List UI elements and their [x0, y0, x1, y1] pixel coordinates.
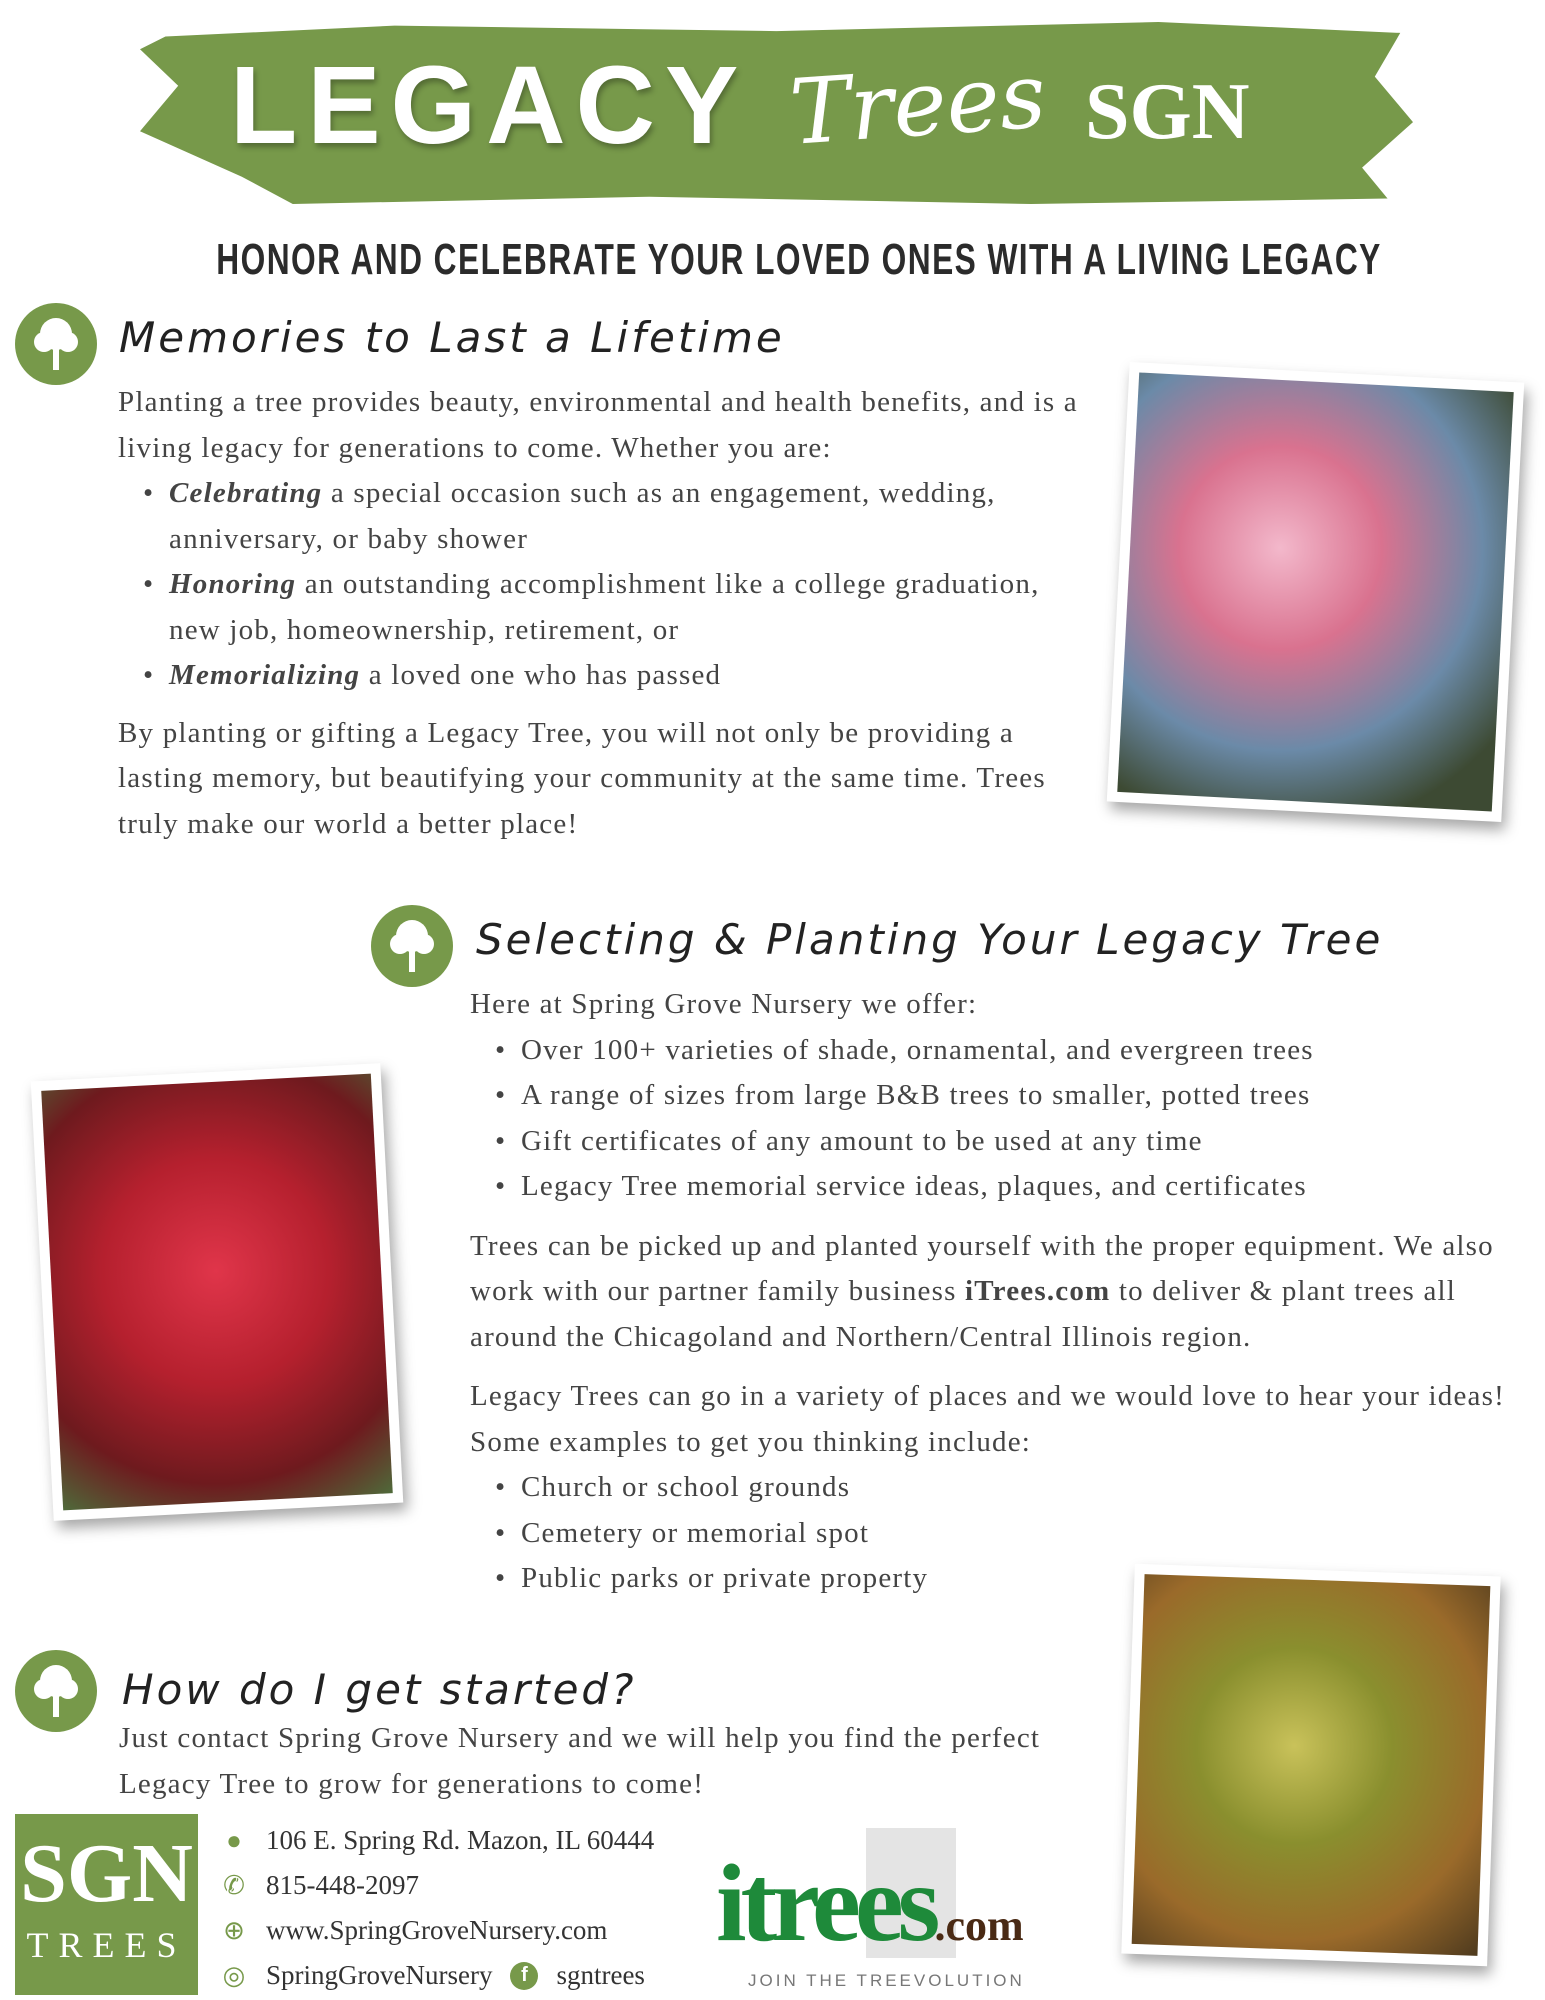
- get-started-text: Just contact Spring Grove Nursery and we will help you find the perfect Legacy Tree to grow for generations to come!: [119, 1722, 1041, 1800]
- banner-logo: SGN: [1085, 68, 1250, 156]
- instagram-icon[interactable]: ◎: [222, 1960, 246, 1990]
- list-item: • Cemetery or memorial spot: [495, 1511, 1530, 1557]
- tree-icon: [15, 303, 97, 385]
- list-item: • Celebrating a special occasion such as an engagement, wedding, anniversary, or baby shower: [143, 471, 1098, 562]
- phone-icon: ✆: [223, 1870, 245, 1900]
- globe-icon: ⊕: [223, 1915, 245, 1945]
- tree-icon: [15, 1650, 97, 1732]
- itrees-tagline: JOIN THE TREEVOLUTION: [748, 1971, 1025, 1990]
- address-row: ● 106 E. Spring Rd. Mazon, IL 60444: [220, 1818, 654, 1863]
- offer-list: [495, 1028, 1530, 1210]
- section-heading-get-started: How do I get started?: [122, 1665, 637, 1714]
- facebook-handle[interactable]: sgntrees: [556, 1960, 645, 1990]
- phone-row: ✆ 815-448-2097: [220, 1863, 654, 1908]
- website-row[interactable]: ⊕ www.SpringGroveNursery.com: [220, 1908, 654, 1953]
- list-item: • Honoring an outstanding accomplishment like a college graduation, new job, homeownership, retirement, or: [143, 562, 1098, 653]
- intro-text: Planting a tree provides beauty, environmental and health benefits, and is a living legacy for generations to come. Whether you are:: [118, 386, 1078, 464]
- section-heading-memories: Memories to Last a Lifetime: [119, 313, 785, 362]
- tree-icon: [371, 905, 453, 987]
- social-row: [220, 1953, 654, 1998]
- section-memories-body: [118, 380, 1098, 847]
- map-pin-icon: ●: [226, 1825, 242, 1855]
- instagram-handle[interactable]: SpringGroveNursery: [266, 1960, 493, 1990]
- occasion-list: [143, 471, 1098, 699]
- section-selecting-body: [470, 982, 1530, 1602]
- contact-info: [220, 1818, 654, 1998]
- itrees-link[interactable]: iTrees.com: [965, 1275, 1111, 1307]
- oak-sapling-photo: [1121, 1564, 1500, 1967]
- facebook-icon[interactable]: f: [510, 1962, 538, 1990]
- list-item: • Church or school grounds: [495, 1465, 1530, 1511]
- section-heading-selecting: Selecting & Planting Your Legacy Tree: [476, 915, 1384, 964]
- list-item: • Public parks or private property: [495, 1556, 1530, 1602]
- sgn-trees-logo: SGN TREES: [15, 1814, 198, 1995]
- list-item: • Over 100+ varieties of shade, ornamental, and evergreen trees: [495, 1028, 1530, 1074]
- headline: HONOR AND CELEBRATE YOUR LOVED ONES WITH A LIVING LEGACY: [216, 235, 1382, 284]
- banner-script: Trees: [786, 43, 1050, 166]
- list-item: • Memorializing a loved one who has passed: [143, 653, 1098, 699]
- list-item: • A range of sizes from large B&B trees to smaller, potted trees: [495, 1073, 1530, 1119]
- maple-leaf-photo: [31, 1063, 404, 1521]
- itrees-wordmark: itrees.com: [716, 1842, 1024, 1964]
- itrees-logo: [716, 1823, 1068, 1995]
- partner-text: Trees can be picked up and planted yourself with the proper equipment. We also work with our partner family business iTrees.com to deliver & plant trees all around the Chicagoland and Northern/Central Illinois region.: [470, 1229, 1494, 1353]
- closing-text: By planting or gifting a Legacy Tree, you will not only be providing a lasting memory, but beautifying your community at the same time. Trees truly make our world a better place!: [118, 716, 1046, 840]
- list-item: • Gift certificates of any amount to be used at any time: [495, 1119, 1530, 1165]
- banner-title: LEGACY: [230, 44, 749, 167]
- list-item: • Legacy Tree memorial service ideas, plaques, and certificates: [495, 1164, 1530, 1210]
- intro-text: Here at Spring Grove Nursery we offer:: [470, 988, 978, 1020]
- places-text: Legacy Trees can go in a variety of places and we would love to hear your ideas! Some examples to get you thinking include:: [470, 1380, 1505, 1458]
- blossom-photo: [1107, 362, 1524, 822]
